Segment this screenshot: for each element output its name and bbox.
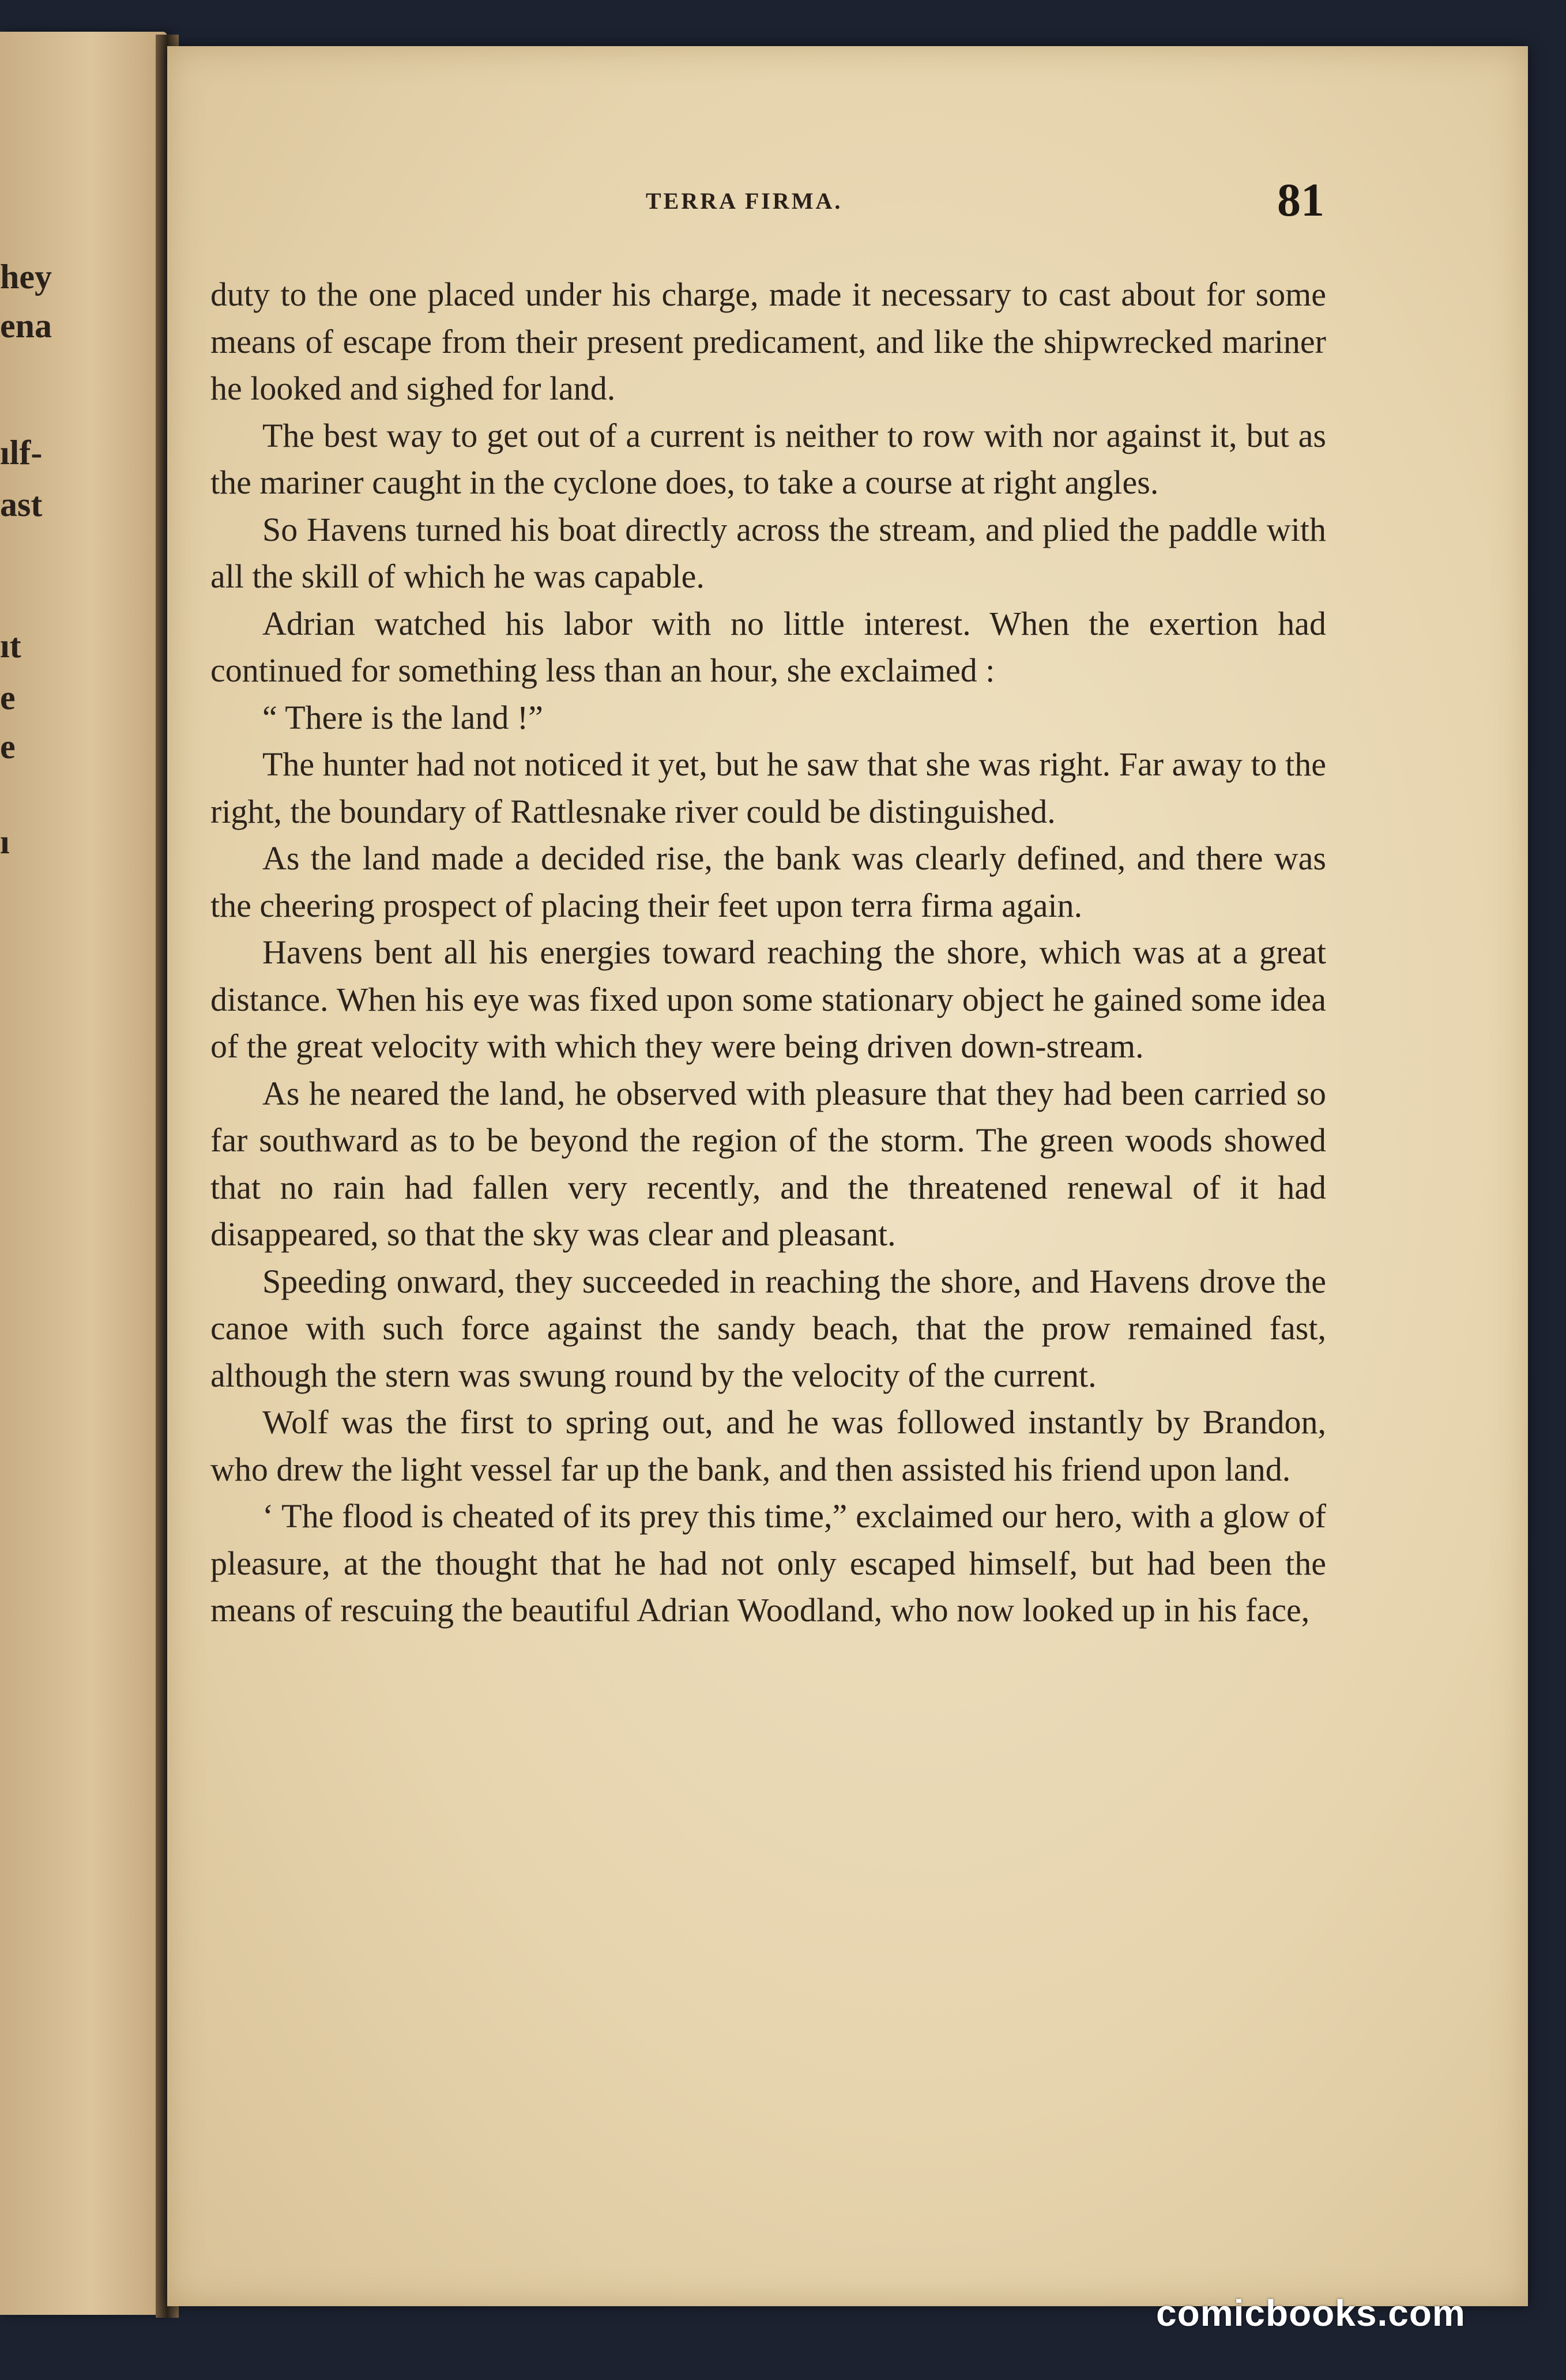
paragraph: Adrian watched his labor with no little interest. When the exertion had continued for something less than an hour, she exclaimed : <box>210 604 1326 689</box>
paragraph: As the land made a decided rise, the bank was clearly defined, and there was the cheering prospect of placing their feet upon terra firma again. <box>210 839 1326 924</box>
paragraph: So Havens turned his boat directly across the stream, and plied the paddle with all the skill of which he was capable. <box>210 510 1326 595</box>
previous-page-fragment: ı <box>0 823 10 861</box>
paragraph: Speeding onward, they succeeded in reaching the shore, and Havens drove the canoe with such force against the sandy beach, that the prow remained fast, although the stern was swung round by the velocity of the current. <box>210 1262 1326 1394</box>
previous-page-fragment: e <box>0 679 16 717</box>
paragraph: ‘ The flood is cheated of its prey this time,” exclaimed our hero, with a glow of pleasure, at the thought that he had not only escaped himself, but had been the means of rescuing the beautiful Adrian Woodland, who now looked up in his face, <box>210 1497 1326 1629</box>
paragraph: duty to the one placed under his charge, made it necessary to cast about for some means of escape from their present predicament, and like the shipwrecked mariner he looked and sighed for land. <box>210 276 1326 407</box>
paragraph: The hunter had not noticed it yet, but he saw that she was right. Far away to the right, the boundary of Rattlesnake river could be distinguished. <box>210 745 1326 830</box>
watermark: comicbooks.com <box>1156 2292 1466 2334</box>
running-head: TERRA FIRMA. <box>646 188 843 214</box>
body-text <box>210 271 1326 1634</box>
previous-page-fragment: ast <box>0 485 43 524</box>
paragraph: The best way to get out of a current is neither to row with nor against it, but as the mariner caught in the cyclone does, to take a course at right angles. <box>210 416 1326 501</box>
previous-page-fragment: e <box>0 728 16 766</box>
previous-page-fragment: ılf- <box>0 434 43 472</box>
paragraph: Havens bent all his energies toward reaching the shore, which was at a great distance. When his eye was fixed upon some stationary object he gained some idea of the great velocity with which they were being driven down-stream. <box>210 933 1326 1065</box>
paragraph: “ There is the land !” <box>262 698 543 736</box>
previous-page-edge <box>0 32 167 2315</box>
paragraph: Wolf was the first to spring out, and he was followed instantly by Brandon, who drew the light vessel far up the bank, and then assisted his friend upon land. <box>210 1403 1326 1488</box>
previous-page-fragment: ena <box>0 307 52 345</box>
previous-page-fragment: hey <box>0 258 52 296</box>
page-number: 81 <box>1277 174 1324 226</box>
paragraph: As he neared the land, he observed with pleasure that they had been carried so far southward as to be beyond the region of the storm. The green woods showed that no rain had fallen very recently, and the threatened renewal of it had disappeared, so that the sky was clear and pleasant. <box>210 1074 1326 1253</box>
previous-page-fragment: ıt <box>0 627 21 665</box>
